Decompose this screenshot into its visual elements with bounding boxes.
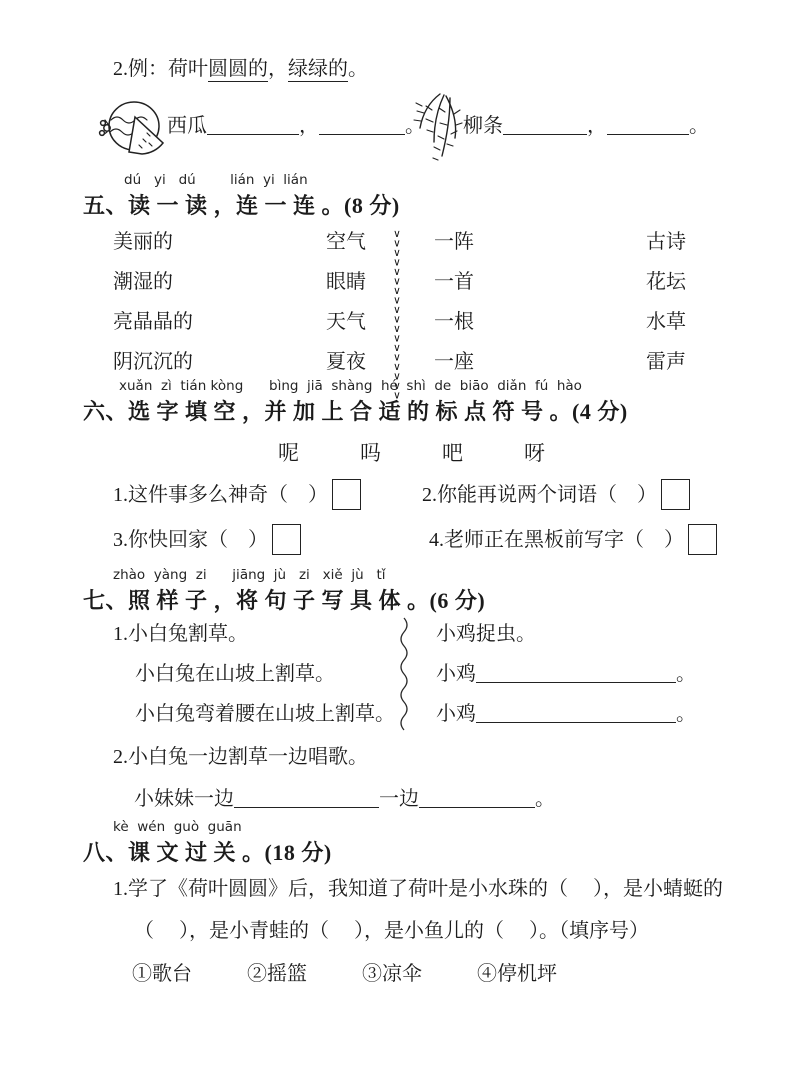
s8-question-line-1: 1.学了《荷叶圆圆》后，我知道了荷叶是小水珠的（ ），是小蜻蜓的: [113, 878, 723, 900]
answer-blank: [234, 794, 379, 808]
answer-blank: [503, 121, 587, 135]
section7-pinyin: zhào yàng zi jiāng jù zi xiě jù tǐ: [113, 567, 386, 583]
watermelon-icon: [98, 94, 168, 162]
section5-pinyin: dú yi dú lián yi lián: [124, 172, 308, 188]
example-prefix: 2.例：荷叶: [113, 58, 208, 80]
match-item: 一座: [434, 351, 474, 373]
example-underlined-word-2: 绿绿的: [288, 58, 348, 80]
s7-right-example: 小鸡捉虫。: [436, 623, 536, 645]
s8-option: ①歌台: [132, 963, 192, 985]
example-underlined-word-1: 圆圆的: [208, 58, 268, 80]
word-bank-item: 呀: [524, 441, 545, 465]
match-item: 空气: [326, 231, 366, 253]
s7-right-blank-1: [436, 662, 696, 687]
period: 。: [405, 115, 425, 137]
question-3: [113, 524, 301, 555]
word-bank-item: 呢: [278, 441, 299, 465]
match-item: 美丽的: [113, 231, 173, 253]
answer-blank: [607, 121, 689, 135]
s7-item2-blank-line: [134, 787, 555, 812]
match-column-nouns-right: [646, 222, 686, 382]
s8-option-list: [132, 957, 557, 986]
example-period: 。: [348, 58, 368, 80]
match-item: 水草: [646, 311, 686, 333]
word-bank: [278, 437, 545, 467]
match-divider-dashed: ∨∨∨∨∨∨∨∨∨∨∨∨∨∨∨∨∨∨: [391, 228, 403, 399]
s8-question-line-2: （ ），是小青蛙的（ ），是小鱼儿的（ ）。（填序号）: [134, 920, 649, 942]
match-column-nouns-left: [326, 222, 366, 382]
match-item: 亮晶晶的: [113, 311, 193, 333]
match-item: 花坛: [646, 271, 686, 293]
match-item: 一根: [434, 311, 474, 333]
s7-left-sentence-3: 小白兔弯着腰在山坡上割草。: [135, 703, 395, 725]
wavy-divider: [398, 616, 411, 738]
answer-box: [661, 479, 690, 510]
match-column-adjectives: [113, 222, 193, 382]
section8-pinyin: kè wén guò guān: [113, 819, 242, 835]
s8-option: ④停机坪: [477, 963, 557, 985]
section6-pinyin: xuǎn zì tián kòng bìng jiā shàng hé shì de biāo diǎn fú hào: [119, 378, 582, 394]
answer-blank: [419, 794, 535, 808]
watermelon-prompt: [167, 114, 425, 139]
period: 。: [676, 703, 696, 725]
comma: ，: [299, 115, 319, 137]
example-comma: ，: [268, 58, 288, 80]
watermelon-label: 西瓜: [167, 115, 207, 137]
section7-title: 七、照 样 子 ，将 句 子 写 具 体 。(6 分): [83, 588, 486, 613]
willow-prompt: [463, 114, 709, 139]
answer-blank: [476, 669, 676, 683]
s7-item2-prefix: 小妹妹一边: [134, 788, 234, 810]
word-bank-item: 吧: [442, 441, 463, 465]
match-item: 古诗: [646, 231, 686, 253]
match-item: 夏夜: [326, 351, 366, 373]
match-item: 一阵: [434, 231, 474, 253]
word-bank-item: 吗: [360, 441, 381, 465]
question-text: 2.你能再说两个词语（ ）: [422, 484, 657, 506]
answer-blank: [207, 121, 299, 135]
match-item: 潮湿的: [113, 271, 173, 293]
section6-title: 六、选 字 填 空 ，并 加 上 合 适 的 标 点 符 号 。(4 分): [83, 399, 628, 424]
example-sentence: [113, 57, 368, 82]
s7-right-blank-2: [436, 702, 696, 727]
answer-box: [688, 524, 717, 555]
match-item: 眼睛: [326, 271, 366, 293]
period: 。: [535, 788, 555, 810]
s7-item2-sentence: 2.小白兔一边割草一边唱歌。: [113, 746, 368, 768]
match-column-measures: [434, 222, 474, 382]
willow-icon: [410, 92, 466, 172]
period: 。: [676, 663, 696, 685]
question-1: [113, 479, 361, 510]
answer-blank: [476, 709, 676, 723]
match-item: 一首: [434, 271, 474, 293]
match-item: 阴沉沉的: [113, 351, 193, 373]
s7-item2-mid: 一边: [379, 788, 419, 810]
question-text: 1.这件事多么神奇（ ）: [113, 484, 328, 506]
match-item: 雷声: [646, 351, 686, 373]
s8-option: ②摇篮: [247, 963, 307, 985]
s8-option: ③凉伞: [362, 963, 422, 985]
comma: ，: [587, 115, 607, 137]
answer-blank: [319, 121, 405, 135]
s7-left-sentence-2: 小白兔在山坡上割草。: [135, 663, 335, 685]
willow-label: 柳条: [463, 115, 503, 137]
s7-left-sentence-1: 1.小白兔割草。: [113, 623, 248, 645]
s7-right-prefix: 小鸡: [436, 703, 476, 725]
period: 。: [689, 115, 709, 137]
question-4: [429, 524, 717, 555]
section8-title: 八、课 文 过 关 。(18 分): [83, 840, 332, 865]
question-text: 4.老师正在黑板前写字（ ）: [429, 529, 684, 551]
answer-box: [272, 524, 301, 555]
question-2: [422, 479, 690, 510]
s7-right-prefix: 小鸡: [436, 663, 476, 685]
question-text: 3.你快回家（ ）: [113, 529, 268, 551]
answer-box: [332, 479, 361, 510]
section5-title: 五、读 一 读 ，连 一 连 。(8 分): [83, 193, 400, 218]
match-item: 天气: [326, 311, 366, 333]
